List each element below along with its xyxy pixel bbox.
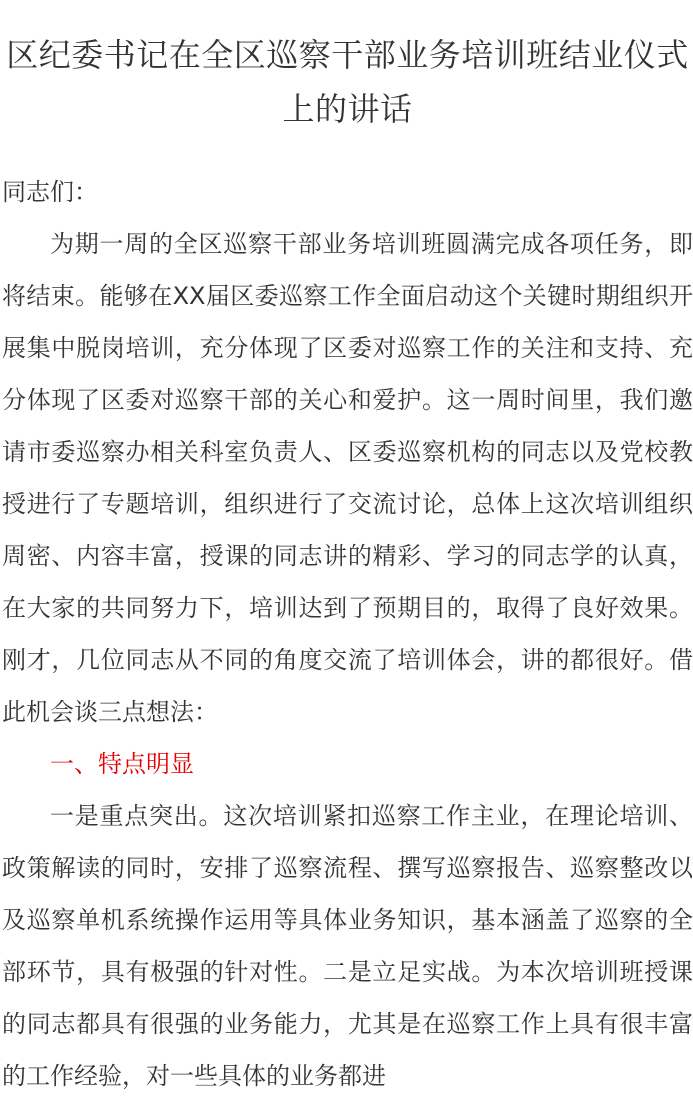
paragraph-section-1: 一是重点突出。这次培训紧扣巡察工作主业，在理论培训、政策解读的同时，安排了巡察流程、撰写巡察报告、巡察整改以及巡察单机系统操作运用等具体业务知识，基本涵盖了巡察的全部环节，具有极强的针对性。二是立足实战。为本次培训班授课的同志都具有很强的业务能力，尤其是在巡察工作上具有很丰富的工作经验，对一些具体的业务都进 xyxy=(2,802,693,1090)
section-heading-1: 一、特点明显 xyxy=(50,750,194,778)
salutation: 同志们： xyxy=(2,178,98,206)
paragraph-intro: 为期一周的全区巡察干部业务培训班圆满完成各项任务，即将结束。能够在XX届区委巡察工作全面启动这个关键时期组织开展集中脱岗培训，充分体现了区委对巡察工作的关注和支持、充分体现了区委对巡察干部的关心和爱护。这一周时间里，我们邀请市委巡察办相关科室负责人、区委巡察机构的同志以及党校教授进行了专题培训，组织进行了交流讨论，总体上这次培训组织周密、内容丰富，授课的同志讲的精彩、学习的同志学的认真，在大家的共同努力下，培训达到了预期目的，取得了良好效果。刚才，几位同志从不同的角度交流了培训体会，讲的都很好。借此机会谈三点想法： xyxy=(2,230,693,726)
document-body xyxy=(2,166,693,1097)
document-title: 区纪委书记在全区巡察干部业务培训班结业仪式上的讲话 xyxy=(6,36,689,128)
